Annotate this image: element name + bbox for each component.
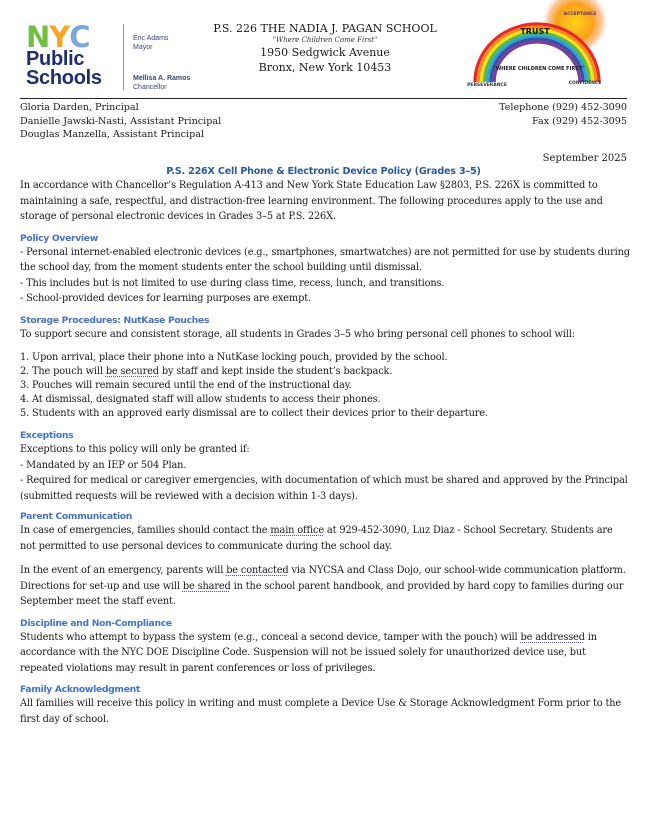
heading-discipline: Discipline and Non-Compliance (20, 617, 172, 629)
svg-text:ACCEPTANCE: ACCEPTANCE (563, 12, 597, 17)
discipline-paragraph: Students who attempt to bypass the system (e.g., conceal a second device, tamper with the pouch) will be addressed in accordance with the NYC DOE Discipline Code. Suspension will not be issued solely for unauthorized device use, but repeated violations may result in parent conferences or loss of privileges. (20, 631, 597, 674)
heading-storage-procedures: Storage Procedures: NutKase Pouches (20, 314, 210, 326)
exceptions-line-2: - Mandated by an IEP or 504 Plan. (20, 459, 187, 471)
mayor-name: Eric Adams (133, 35, 169, 42)
heading-policy-overview: Policy Overview (20, 232, 98, 244)
grammar-flag[interactable]: be secured (105, 366, 159, 377)
storage-intro: To support secure and consistent storage, all students in Grades 3–5 who bring personal cell phones to school will: (20, 328, 575, 340)
policy-line-3: - School-provided devices for learning purposes are exempt. (20, 293, 311, 304)
storage-step-5: 5. Students with an approved early dismissal are to collect their devices prior to their departure. (20, 408, 488, 419)
logo-schools: Schools (26, 67, 102, 89)
family-acknowledgment-paragraph: All families will receive this policy in writing and must complete a Device Use & Storage Acknowledgment Form prior to the first day of school. (20, 698, 622, 725)
logo-letter-c: C (69, 20, 90, 54)
school-header (205, 22, 445, 75)
nyc-public-schools-logo (26, 20, 116, 90)
chancellor-title: Chancellor (133, 84, 167, 91)
telephone: Telephone (929) 452-3090 (499, 102, 627, 113)
mayor-title: Mayor (133, 44, 153, 51)
staff-assistant-principal-2: Douglas Manzella, Assistant Principal (20, 129, 205, 140)
intro-paragraph: In accordance with Chancellor’s Regulation A-413 and New York State Education Law §2803, P.S. 226X is committed to maintaining a safe, respectful, and distraction-free learning environment. The following procedures apply to the use and storage of personal electronic devices in Grades 3–5 at P.S. 226X. (20, 180, 603, 222)
document-body (20, 178, 630, 727)
logo-letter-n: N (26, 20, 50, 54)
letter-date: September 2025 (542, 153, 627, 164)
logo-public: Public (26, 48, 85, 70)
grammar-flag[interactable]: be shared (182, 580, 231, 592)
rainbow-sun-artwork (465, 0, 610, 92)
grammar-flag[interactable]: be contacted (226, 565, 289, 576)
svg-text:PERSEVERANCE: PERSEVERANCE (467, 83, 507, 88)
officials-block (133, 34, 213, 92)
exceptions-line-1: Exceptions to this policy will only be granted if: (20, 444, 250, 455)
exceptions-line-3: - Required for medical or caregiver emergencies, with documentation of which must be shared and approved by the Principal (submitted requests will be reviewed with a decision within 1-3 days). (20, 475, 628, 502)
parent-communication-p1: In case of emergencies, families should contact the main office at 929-452-3090, Luz Diaz - School Secretary. Students are not permitted to use personal devices to communicate during the school day. (20, 525, 613, 552)
heading-exceptions: Exceptions (20, 430, 74, 441)
nyc-wordmark (26, 20, 116, 54)
staff-assistant-principal-1: Danielle Jawski-Nasti, Assistant Principal (20, 115, 222, 127)
storage-step-1: 1. Upon arrival, place their phone into a NutKase locking pouch, provided by the school. (20, 352, 448, 363)
fax: Fax (929) 452-3095 (531, 115, 627, 127)
staff-list (20, 101, 221, 142)
storage-step-2: 2. The pouch will be secured by staff and kept inside the student’s backpack. (20, 366, 393, 377)
svg-text:CONFIDENCE: CONFIDENCE (568, 81, 602, 86)
staff-principal: Gloria Darden, Principal (20, 102, 139, 113)
school-address-city: Bronx, New York 10453 (258, 61, 392, 74)
school-motto: "Where Children Come First" (272, 36, 378, 44)
parent-communication-p2: In the event of an emergency, parents will be contacted via NYCSA and Class Dojo, our school-wide communication platform. Directions for set-up and use will be shared in the school parent handbook, and provided by hard copy to families during our September meet the staff event. (20, 565, 626, 607)
svg-text:"WHERE CHILDREN COME FIRST": "WHERE CHILDREN COME FIRST" (493, 66, 585, 72)
header-rule (20, 98, 627, 99)
contact-block (499, 101, 627, 128)
storage-steps (20, 351, 630, 421)
document-title: P.S. 226X Cell Phone & Electronic Device Policy (Grades 3–5) (166, 166, 481, 177)
logo-divider (123, 24, 124, 90)
logo-letter-y: Y (49, 20, 70, 54)
heading-parent-communication: Parent Communication (20, 511, 133, 522)
storage-step-4: 4. At dismissal, designated staff will allow students to access their phones. (20, 394, 381, 405)
chancellor-name: Mellisa A. Ramos (133, 75, 191, 82)
storage-step-3: 3. Pouches will remain secured until the end of the instructional day. (20, 380, 352, 391)
school-address-street: 1950 Sedgwick Avenue (260, 46, 390, 59)
policy-line-2: - This includes but is not limited to use during class time, recess, lunch, and transitions. (20, 277, 445, 289)
grammar-flag[interactable]: be addressed (520, 631, 585, 643)
policy-line-1: - Personal internet-enabled electronic devices (e.g., smartphones, smartwatches) are not permitted for use by students during the school day, from the moment students enter the school building until dismissal. (20, 246, 630, 273)
svg-text:TRUST: TRUST (520, 27, 550, 36)
heading-family-acknowledgment: Family Acknowledgment (20, 684, 140, 695)
grammar-flag[interactable]: main office (270, 525, 324, 536)
rainbow-sun-icon (465, 0, 610, 92)
school-name: P.S. 226 THE NADIA J. PAGAN SCHOOL (213, 22, 437, 35)
